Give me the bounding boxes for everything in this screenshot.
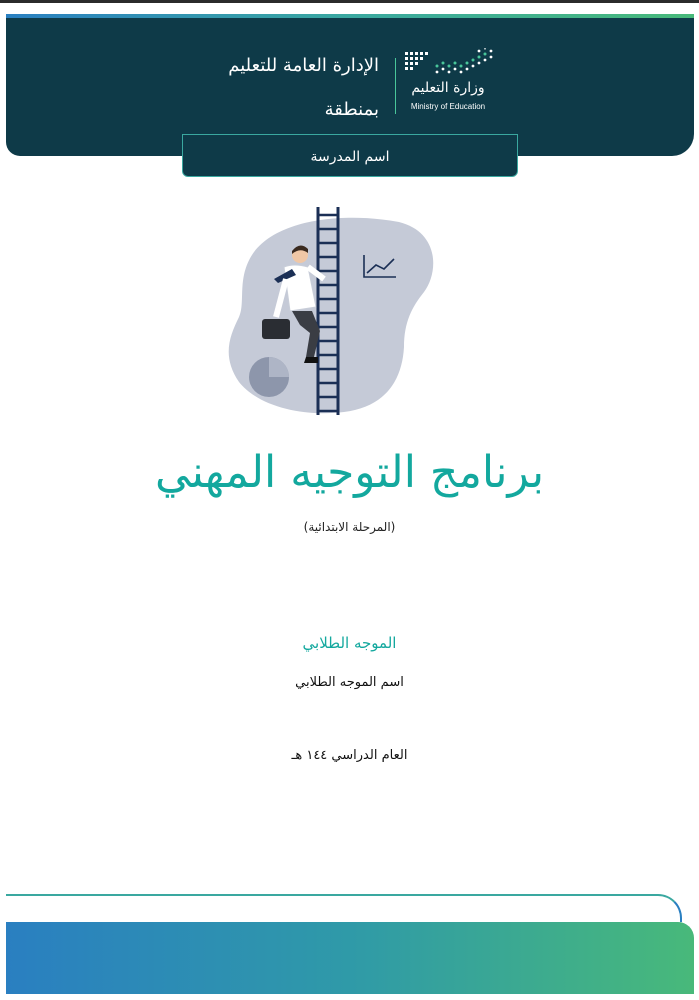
pie-chart-icon	[249, 357, 289, 397]
school-name-field: اسم المدرسة	[182, 134, 518, 177]
career-ladder-illustration	[224, 207, 444, 419]
school-stage: (المرحلة الابتدائية)	[303, 520, 396, 534]
advisor-label: الموجه الطلابي	[302, 634, 397, 652]
logo-divider	[395, 58, 396, 114]
admin-line-1: الإدارة العامة للتعليم	[228, 55, 379, 76]
admin-line-2: بمنطقة	[324, 99, 379, 120]
top-border-line	[0, 0, 699, 3]
program-title: برنامج التوجيه المهني	[154, 447, 545, 498]
footer-accent-line	[6, 894, 682, 922]
advisor-name: اسم الموجه الطلابي	[295, 675, 404, 690]
academic-year: العام الدراسي ١٤٤ هـ	[291, 748, 408, 763]
admin-block	[228, 44, 379, 132]
ministry-name-en: Ministry of Education	[410, 102, 486, 111]
footer-gradient-band	[6, 922, 694, 994]
ministry-logo	[403, 48, 495, 118]
ministry-name-ar: وزارة التعليم	[411, 80, 485, 96]
ministry-logo-dots-icon	[403, 48, 495, 82]
